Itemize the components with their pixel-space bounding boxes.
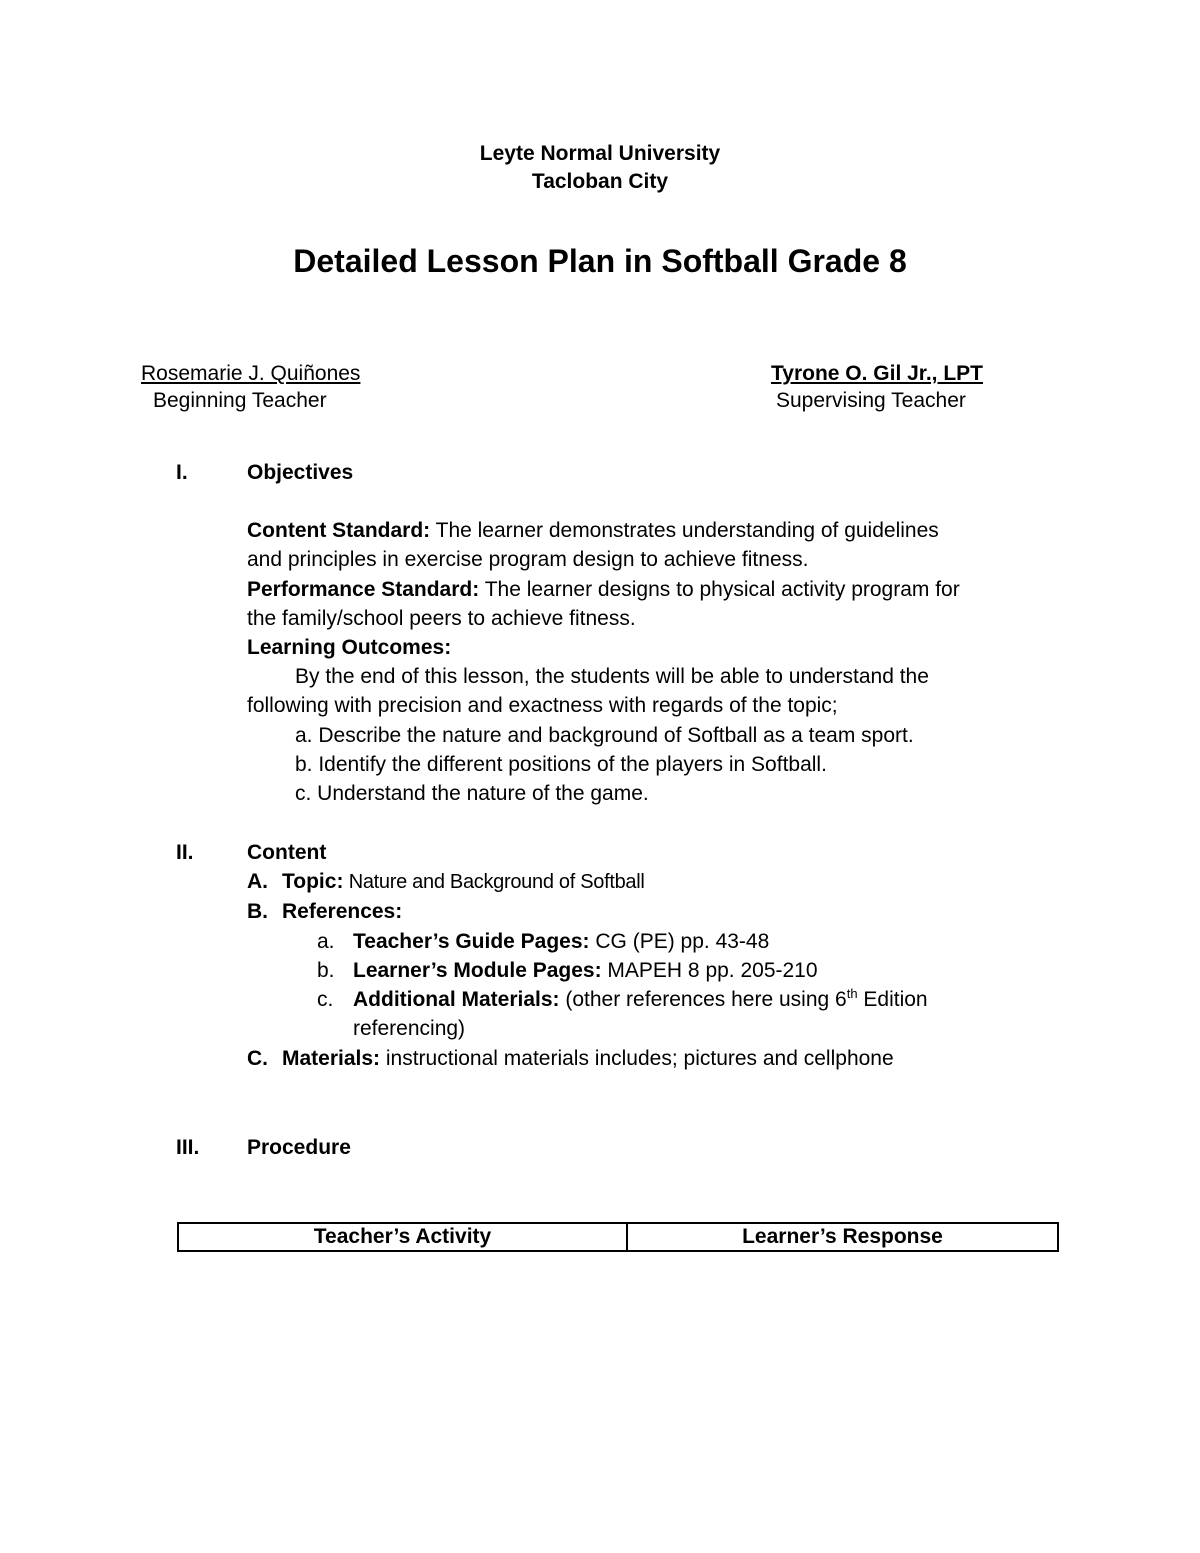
- references-label: References:: [282, 900, 403, 923]
- column-header-teachers-activity: Teacher’s Activity: [178, 1223, 627, 1251]
- supervising-teacher-name: Tyrone O. Gil Jr., LPT: [771, 362, 983, 385]
- section-numeral-content: II.: [176, 841, 194, 864]
- reference-value: CG (PE) pp. 43-48: [589, 930, 770, 953]
- performance-standard-text: The learner designs to physical activity program for: [479, 578, 960, 601]
- procedure-table: [177, 1222, 1059, 1252]
- learning-outcomes-label: Learning Outcomes:: [247, 636, 452, 659]
- reference-item: [353, 956, 818, 985]
- section-numeral-objectives: I.: [176, 461, 188, 484]
- content-standard: [247, 516, 939, 545]
- beginning-teacher-role: Beginning Teacher: [153, 389, 327, 412]
- content-standard-label: Content Standard:: [247, 519, 431, 542]
- performance-standard: [247, 575, 960, 604]
- reference-value: MAPEH 8 pp. 205-210: [601, 959, 818, 982]
- topic: [282, 867, 645, 897]
- content-standard-continued: and principles in exercise program design to achieve fitness.: [247, 548, 809, 571]
- additional-materials-continued: referencing): [353, 1017, 466, 1040]
- materials-marker: C.: [247, 1047, 268, 1070]
- reference-marker: b.: [317, 959, 335, 982]
- section-numeral-procedure: III.: [176, 1136, 200, 1159]
- topic-value: Nature and Background of Softball: [343, 871, 645, 893]
- supervising-teacher-role: Supervising Teacher: [776, 389, 966, 412]
- reference-marker: a.: [317, 930, 335, 953]
- learning-outcomes-intro: By the end of this lesson, the students will be able to understand the: [295, 665, 929, 688]
- performance-standard-label: Performance Standard:: [247, 578, 480, 601]
- performance-standard-continued: the family/school peers to achieve fitness.: [247, 607, 636, 630]
- outcome-item: b. Identify the different positions of the players in Softball.: [295, 753, 827, 776]
- outcome-item: a. Describe the nature and background of Softball as a team sport.: [295, 724, 914, 747]
- additional-materials-text-end: Edition: [857, 988, 928, 1011]
- content-standard-text: The learner demonstrates understanding of guidelines: [430, 519, 939, 542]
- page-title: Detailed Lesson Plan in Softball Grade 8: [293, 243, 907, 279]
- topic-label: Topic:: [282, 870, 344, 893]
- outcome-item: c. Understand the nature of the game.: [295, 782, 649, 805]
- beginning-teacher-name: Rosemarie J. Quiñones: [141, 362, 361, 385]
- additional-materials: [353, 985, 928, 1014]
- materials-label: Materials:: [282, 1047, 381, 1070]
- procedure-table-header-row: [178, 1223, 1058, 1251]
- topic-marker: A.: [247, 870, 268, 893]
- additional-materials-marker: c.: [317, 988, 334, 1011]
- additional-materials-label: Additional Materials:: [353, 988, 560, 1011]
- materials: [282, 1044, 894, 1073]
- learning-outcomes-intro-continued: following with precision and exactness with regards of the topic;: [247, 694, 838, 717]
- reference-label: Learner’s Module Pages:: [353, 959, 602, 982]
- city-name: Tacloban City: [531, 170, 669, 193]
- university-name: Leyte Normal University: [479, 142, 721, 165]
- reference-item: [353, 927, 769, 956]
- ordinal-suffix: th: [846, 986, 858, 1001]
- materials-value: instructional materials includes; pictures and cellphone: [380, 1047, 894, 1070]
- section-heading-content: Content: [247, 841, 327, 864]
- section-heading-objectives: Objectives: [247, 461, 354, 484]
- additional-materials-text: (other references here using 6: [559, 988, 847, 1011]
- reference-label: Teacher’s Guide Pages:: [353, 930, 590, 953]
- references-marker: B.: [247, 900, 268, 923]
- section-heading-procedure: Procedure: [247, 1136, 351, 1159]
- column-header-learners-response: Learner’s Response: [627, 1223, 1058, 1251]
